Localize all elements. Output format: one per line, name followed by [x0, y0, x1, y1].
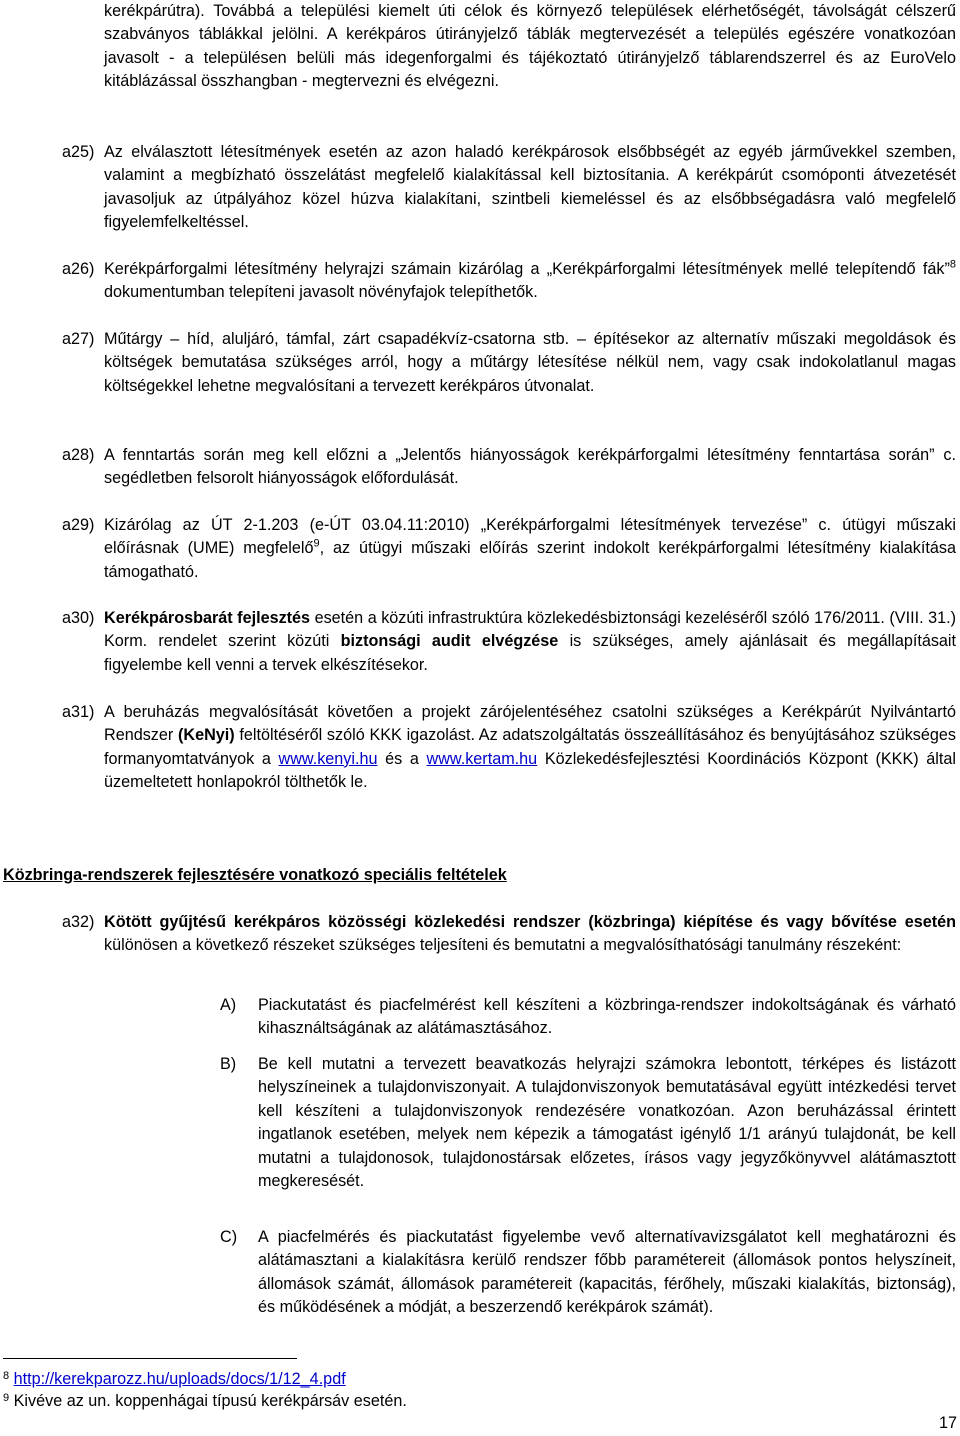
sub-item-text: Piackutatást és piacfelmérést kell készíteni a közbringa-rendszer indokoltságának és várható kihasználtságának az alátámasztásához. [258, 996, 956, 1038]
section-heading: Közbringa-rendszerek fejlesztésére vonatkozó speciális feltételek [3, 866, 507, 884]
item-a32 [62, 911, 956, 958]
item-text [104, 258, 956, 305]
item-text: A fenntartás során meg kell előzni a „Jelentős hiányosságok kerékpárforgalmi létesítmény fenntartása során” c. segédletben felsorolt hiányosságok előfordulását. [104, 446, 956, 488]
item-label: a26) [62, 260, 95, 278]
item-label: a25) [62, 143, 95, 161]
bold-term: (KeNyi) [178, 726, 235, 745]
bold-term: biztonsági audit elvégzése [340, 632, 559, 651]
item-a30 [62, 607, 956, 677]
item-text: Az elválasztott létesítmények esetén az azon haladó kerékpárosok elsőbbségét az egyéb járművekkel szemben, valamint a megbízható összelátást megfelelő kialakítással kell biztosítania. A kerékpárút csomóponti átvezetését javasoljuk az útpályához közel húzva kialakítani, szintbeli kiemeléssel és az elsőbbségadásra való megfelelő figyelemfelkeltéssel. [104, 143, 956, 232]
sub-item-text: A piacfelmérés és piackutatást figyelembe vevő alternatívavizsgálatot kell meghatározni és alátámasztani a kialakításra kerülő rendszer főbb paramétereit (állomások pontos helyszíneit, állomások számát, állomások paramétereit (kapacitás, férőhely, műszaki kialakítás, biztonság), és működésének a módját, a beszerzendő kerékpárok számát). [258, 1228, 956, 1317]
footnote-link[interactable]: http://kerekparozz.hu/uploads/docs/1/12_4.pdf [13, 1370, 346, 1388]
item-text-part: esetén a közúti infrastruktúra közlekedésbiztonsági kezeléséről szóló 176/2011. (VIII. 31.) Korm. rendelet szerint közúti [104, 609, 956, 651]
item-label: a29) [62, 516, 95, 534]
footnote-9 [3, 1391, 407, 1411]
item-text-part: és a [377, 749, 427, 768]
bold-term: Kerékpárosbarát fejlesztés [104, 609, 311, 627]
item-text: Műtárgy – híd, aluljáró, támfal, zárt csapadékvíz-csatorna stb. – építésekor az alternatív műszaki megoldások és költségek bemutatása szükséges arról, hogy a műtárgy létesítése nélkül nem, vagy csak indokolatlanul magas költségekkel lehetne megvalósítani a tervezett kerékpáros útvonalat. [104, 330, 956, 395]
item-text-part: Kizárólag az ÚT 2-1.203 (e-ÚT 03.04.11:2010) „Kerékpárforgalmi létesítmények tervezése” c. útügyi műszaki előírásnak (UME) megfelelő [104, 516, 956, 558]
intro-paragraph: kerékpárútra). Továbbá a települési kiemelt úti célok és környező települések elérhetőségét, távolságát célszerű szabványos táblákkal jelölni. A kerékpáros útirányjelző táblák megtervezését a település egészére vonatkozóan javasolt - a településen belüli más idegenforgalmi és tájékoztató útirányjelző táblarendszerrel és az EuroVelo kitáblázással összhangban - megtervezni és elvégezni. [104, 2, 956, 91]
sub-item-label: C) [220, 1228, 238, 1246]
sub-item-text: Be kell mutatni a tervezett beavatkozás helyrajzi számokra lebontott, térképes és listázott helyszíneinek a tulajdonviszonyait. A tulajdonviszonyok bemutatásával együtt intézkedési tervet kell készíteni a tulajdonviszonyok rendezésére vonatkozóan. Azon beruházással érintett ingatlanok esetében, melyek nem képezik a támogatást igénylő 1/1 arányú tulajdonát, be kell mutatni a tulajdonosok, tulajdonostársak előzetes, írásos vagy jegyzőkönyvvel alátámasztott megkeresését. [258, 1055, 956, 1191]
footnote-text: Kivéve az un. koppenhágai típusú kerékpársáv esetén. [13, 1392, 407, 1410]
item-text-part: A beruházás megvalósítását követően a projekt zárójelentéséhez csatolni szükséges a Kerékpárút Nyilvántartó Rendszer [104, 703, 956, 745]
item-a29 [62, 514, 956, 584]
item-text-part: Kerékpárforgalmi létesítmény helyrajzi számain kizárólag a „Kerékpárforgalmi létesítmények mellé telepítendő fák” [104, 260, 950, 278]
item-label: a30) [62, 609, 95, 627]
item-a26 [62, 258, 956, 305]
kenyi-link[interactable]: www.kenyi.hu [278, 749, 378, 768]
sub-item-a [220, 994, 956, 1041]
footnote-ref: 8 [949, 258, 956, 271]
page-number: 17 [938, 1414, 957, 1432]
item-label: a28) [62, 446, 95, 464]
bold-term: Kötött gyűjtésű kerékpáros közösségi közlekedési rendszer (közbringa) kiépítése és vagy bővítése esetén [104, 913, 956, 931]
sub-item-label: A) [220, 996, 237, 1014]
kertam-link[interactable]: www.kertam.hu [426, 749, 538, 768]
item-text [104, 607, 956, 677]
item-text [104, 701, 956, 795]
item-text-part: különösen a következő részeket szükséges teljesíteni és bemutatni a megvalósíthatósági tanulmány részeként: [104, 936, 902, 955]
item-text [104, 514, 956, 584]
sub-item-c [220, 1226, 956, 1320]
item-label: a27) [62, 330, 95, 348]
item-text-part: dokumentumban telepíteni javasolt növényfajok telepíthetők. [104, 283, 538, 302]
footnote-separator [3, 1358, 297, 1359]
sub-item-label: B) [220, 1055, 237, 1073]
item-text-part: feltöltéséről szóló KKK igazolást. Az adatszolgáltatás összeállításához és benyújtásához szükséges formanyomtatványok a [104, 726, 956, 768]
sub-item-b [220, 1053, 956, 1193]
item-a27 [62, 328, 956, 398]
item-label: a32) [62, 913, 95, 931]
item-text-part: Közlekedésfejlesztési Koordinációs Központ (KKK) által üzemeltetett honlapokról tölthetők le. [104, 749, 956, 792]
footnote-ref: 9 [313, 538, 320, 551]
item-text [104, 911, 956, 958]
item-a25 [62, 141, 956, 235]
item-a31 [62, 701, 956, 795]
footnote-8 [3, 1369, 346, 1389]
footnote-number: 9 [3, 1392, 10, 1404]
item-text-part: , az útügyi műszaki előírás szerint indokolt kerékpárforgalmi létesítmény kialakítása támogatható. [104, 539, 956, 581]
item-text-part: is szükséges, amely ajánlásait és megállapításait figyelembe kell venni a tervek elkészítésekor. [104, 632, 957, 674]
item-label: a31) [62, 703, 95, 721]
footnote-number: 8 [3, 1370, 10, 1382]
item-a28 [62, 444, 956, 491]
